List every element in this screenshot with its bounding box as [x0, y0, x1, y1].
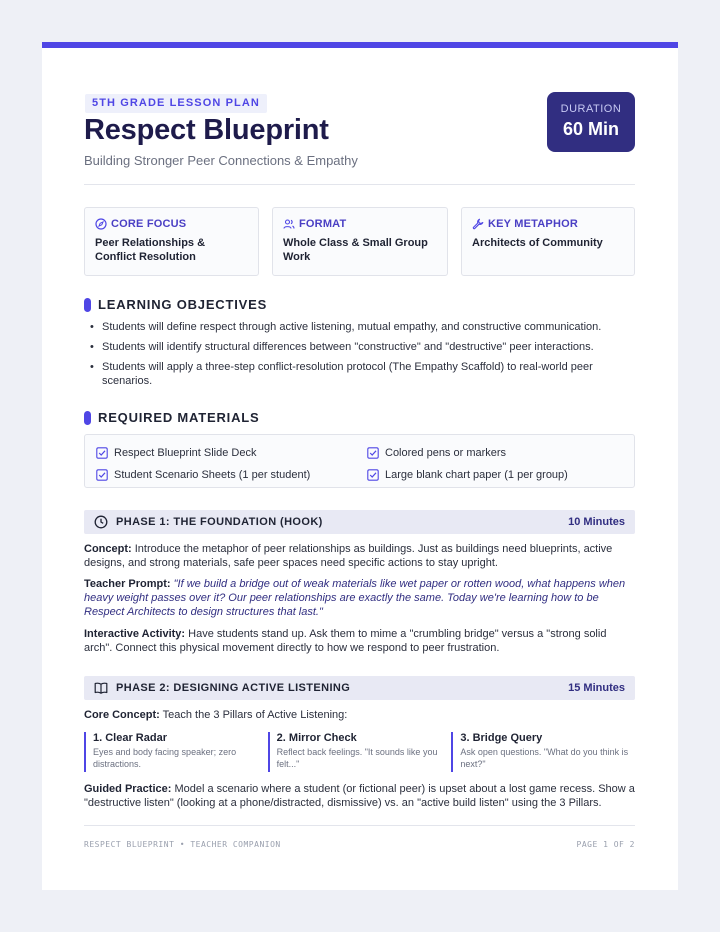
- header-divider: [84, 184, 635, 185]
- phase-2-header: [84, 676, 635, 700]
- footer-page-number: PAGE 1 OF 2: [576, 840, 635, 849]
- phase-title: PHASE 1: THE FOUNDATION (HOOK): [116, 516, 323, 528]
- info-card-label: KEY METAPHOR: [488, 218, 579, 230]
- concept-label: Concept:: [84, 543, 132, 555]
- info-card-value: Architects of Community: [472, 237, 603, 249]
- prompt-label: Teacher Prompt:: [84, 578, 171, 590]
- material-label: Student Scenario Sheets (1 per student): [114, 469, 311, 481]
- info-card-core-focus: [84, 207, 259, 276]
- pillar-body: Reflect back feelings. "It sounds like you felt...": [276, 747, 438, 769]
- material-label: Colored pens or markers: [385, 446, 507, 459]
- core-label: Core Concept:: [84, 709, 160, 721]
- materials-heading: [84, 410, 260, 425]
- section-marker: [84, 411, 91, 425]
- page-subtitle: Building Stronger Peer Connections & Empathy: [84, 153, 358, 168]
- pillar-body: Eyes and body facing speaker; zero distractions.: [93, 747, 237, 769]
- activity-label: Interactive Activity:: [84, 628, 186, 640]
- material-item: [367, 468, 638, 483]
- material-item: [367, 445, 638, 460]
- pillars-row: [84, 732, 635, 772]
- pillar-title: 3. Bridge Query: [460, 732, 543, 744]
- lesson-plan-page: [42, 42, 678, 890]
- list-item: • Students will identify structural differences between "constructive" and "destructive" peer interactions.: [88, 340, 636, 354]
- info-card-value: Peer Relationships & Conflict Resolution: [95, 237, 206, 263]
- material-item: [96, 468, 367, 483]
- info-card-value: Whole Class & Small Group Work: [283, 237, 428, 263]
- footer-divider: [84, 825, 635, 826]
- material-label: Large blank chart paper (1 per group): [385, 469, 568, 481]
- footer-left: RESPECT BLUEPRINT • TEACHER COMPANION: [84, 840, 281, 849]
- phase-1-teacher-prompt: [84, 577, 635, 619]
- activity-text: Have students stand up. Ask them to mime a "crumbling bridge" versus a "strong solid arch". Connect this physical movement directly to how we respond to peer frustration.: [84, 628, 607, 654]
- info-card-label: FORMAT: [299, 218, 347, 230]
- material-label: Respect Blueprint Slide Deck: [114, 446, 257, 459]
- wrench-icon: [472, 218, 484, 230]
- phase-1-header: [84, 510, 635, 534]
- accent-top-bar: [42, 42, 678, 48]
- objectives-list: [88, 320, 636, 394]
- book-icon: [94, 681, 108, 695]
- clock-icon: [94, 515, 108, 529]
- checkbox-checked-icon: [367, 469, 379, 481]
- grade-tag: 5TH GRADE LESSON PLAN: [85, 94, 267, 113]
- core-text: Teach the 3 Pillars of Active Listening:: [162, 709, 348, 721]
- section-marker: [84, 298, 91, 312]
- duration-label: DURATION: [560, 103, 622, 115]
- checkbox-checked-icon: [96, 469, 108, 481]
- pillar-body: Ask open questions. "What do you think is next?": [460, 747, 629, 769]
- pillar-title: 2. Mirror Check: [276, 732, 357, 744]
- materials-title: REQUIRED MATERIALS: [98, 410, 260, 425]
- page-title: Respect Blueprint: [84, 114, 329, 146]
- pillar-mirror-check: [268, 732, 450, 772]
- info-card-label: CORE FOCUS: [111, 218, 187, 230]
- prompt-text: "If we build a bridge out of weak materials like wet paper or rotten wood, what happens when heavy weight passes over it? Our peer relationships are exactly the same. Today we're learning how to be Respect Architects to design structures that last.": [84, 578, 626, 618]
- compass-icon: [95, 218, 107, 230]
- info-card-key-metaphor: [461, 207, 635, 276]
- list-item: • Students will define respect through active listening, mutual empathy, and constructive communication.: [88, 320, 636, 334]
- objectives-heading: [84, 297, 267, 312]
- checkbox-checked-icon: [367, 447, 379, 459]
- phase-title: PHASE 2: DESIGNING ACTIVE LISTENING: [116, 682, 351, 694]
- pillar-title: 1. Clear Radar: [93, 732, 167, 744]
- phase-2-core-concept: [84, 708, 635, 722]
- info-card-format: [272, 207, 448, 276]
- duration-badge: [547, 92, 635, 152]
- duration-value: 60 Min: [562, 119, 619, 139]
- phase-1-activity: [84, 627, 635, 655]
- phase-duration: 15 Minutes: [568, 682, 625, 694]
- guided-label: Guided Practice:: [84, 783, 172, 795]
- guided-text: Model a scenario where a student (or fictional peer) is upset about a lost game recess. Show a "destructive listen" (looking at a phone/distracted, dismissive) vs. an "active build listen" using the 3 Pillars.: [84, 783, 635, 809]
- checkbox-checked-icon: [96, 447, 108, 459]
- pillar-clear-radar: [84, 732, 266, 772]
- objectives-title: LEARNING OBJECTIVES: [98, 297, 268, 312]
- pillar-bridge-query: [451, 732, 633, 772]
- phase-1-concept: [84, 542, 635, 570]
- phase-2-guided-practice: [84, 782, 635, 810]
- users-icon: [283, 218, 295, 230]
- list-item: • Students will apply a three-step conflict-resolution protocol (The Empathy Scaffold) to real-world peer scenarios.: [88, 360, 636, 388]
- material-item: [96, 445, 367, 460]
- concept-text: Introduce the metaphor of peer relationships as buildings. Just as buildings need blueprints, active designs, and strong materials, safe peer spaces need specific actions to stay upright.: [84, 543, 613, 569]
- phase-duration: 10 Minutes: [568, 516, 625, 528]
- materials-box: [84, 434, 635, 488]
